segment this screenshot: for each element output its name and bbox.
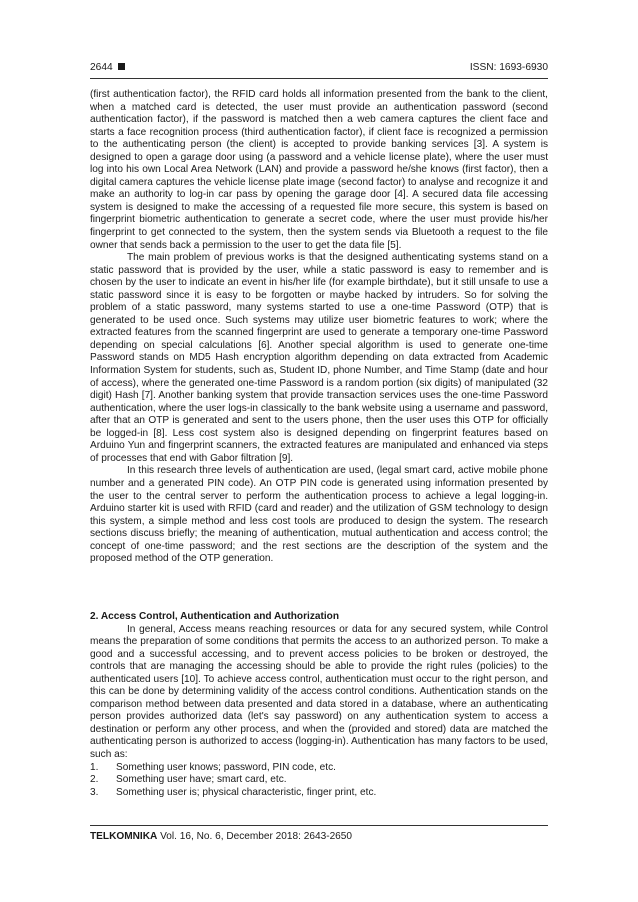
- section-paragraph: In general, Access means reaching resources or data for any secured system, while Control means the preparation of some conditions that permits the access to an authorized person. To make a good and a successful accessing, and to prevent access policies to be broken or destroyed, the controls that are managing the accessing should be able to provide the right rules (policies) to the authenticated users [10]. To achieve access control, authentication must occur to the right person, and this can be done by determining validity of the access control conditions. Authentication stands on the comparison method between data presented and data stored in a database, where an authenticating person provides authorized data (let's say password) on any authentication system to access a destination or perform any other process, and when the (provided and stored) data are matched the authenticating person is authorized to access (logging-in). Authentication has many factors to be used, such as:: [90, 623, 548, 761]
- header-rule: [90, 78, 548, 79]
- list-text: Something user is; physical characteristic, finger print, etc.: [116, 786, 377, 798]
- paragraph-2: The main problem of previous works is that the designed authenticating systems stand on a static password that is provided by the user, while a static password is easy to remember and is chosen by the user to indicate an event in his/her life (for example birthdate), but it still unsafe to use a static password since it is easy to be forgotten or maybe hacked by intruders. So for solving the problem of a static password, many systems started to use a one-time Password (OTP) that is generated to be used once. Such systems may utilize user biometric features to work; where the extracted features from the scanned fingerprint are used to generate a temporary one-time Password depending on special calculations [6]. Another special algorithm is used to generate one-time Password stands on MD5 Hash encryption algorithm depending on data extracted from Academic Information System for students, such as, Student ID, phone Number, and Time Stamp (date and hour of access), where the generated one-time Password is a random portion (six digits) of manipulated (32 digit) Hash [7]. Another banking system that provide transaction services uses the one-time Password authentication, where the user logs-in classically to the bank website using a username and password, after that an OTP is generated and sent to the users phone, then the user uses this OTP for officially be logged-in [8]. Less cost system also is designed depending on fingerprint features based on Arduino Yun and fingerprint scanners, the extracted features are manipulated and enhanced via steps of processes that end with Gabor filtration [9].: [90, 252, 548, 464]
- list-item: [90, 762, 548, 775]
- running-header: [90, 59, 548, 75]
- footer-rule: [90, 825, 548, 826]
- section-2: [90, 611, 548, 799]
- section-heading: 2. Access Control, Authentication and Authorization: [90, 611, 339, 622]
- citation: Vol. 16, No. 6, December 2018: 2643-2650: [160, 831, 353, 842]
- paragraph-3: In this research three levels of authentication are used, (legal smart card, active mobile phone number and a generated PIN code). An OTP PIN code is generated using information presented by the user to the central server to perform the authentication process to achieve a legal logging-in. Arduino starter kit is used with RFID (card and reader) and the utilization of GSM technology to design this system, a simple method and less cost tools are produced to design the system. The research sections discuss briefly; the meaning of authentication, mutual authentication and access control; the concept of one-time password; and the rest sections are the description of the system and the proposed method of the OTP generation.: [90, 465, 548, 565]
- factor-list: [90, 762, 548, 800]
- issn-label: ISSN: 1693-6930: [469, 62, 548, 73]
- list-item: [90, 787, 548, 800]
- list-number: 1.: [90, 761, 99, 773]
- page-number: 2644: [90, 61, 125, 74]
- black-square-icon: [118, 63, 125, 70]
- list-text: Something user have; smart card, etc.: [116, 774, 287, 786]
- journal-name: TELKOMNIKA: [90, 831, 158, 842]
- list-item: [90, 774, 548, 787]
- running-footer: [90, 830, 548, 843]
- list-number: 2.: [90, 774, 99, 786]
- body-text: [90, 89, 548, 566]
- list-text: Something user knows; password, PIN code, etc.: [116, 761, 336, 773]
- paragraph-1: (first authentication factor), the RFID card holds all information presented from the bank to the client, when a matched card is detected, the user must provide an authentication password (second authentication factor), if the password is matched then a web camera captures the client face and starts a face recognition process (third authentication factor), if client face is recognized a permission to the authenticating person (the client) is accepted to provide banking services [3]. A system is designed to open a garage door using (a password and a vehicle license plate), where the user must log into his own Local Area Network (LAN) and provide a password he/she knows (first factor), then a digital camera captures the vehicle license plate image (second factor) to analyse and recognize it and make an authority to log-in car pass by opening the garage door [4]. A secured data file accessing system is designed to make the accessing of a requested file more secure, this system is based on fingerprint biometric authentication to generate a secret code, where the user must provide his/her fingerprint to get connected to the system, then the system sends via Bluetooth a request to the file owner that sends back a permission to the user to get the data file [5].: [90, 89, 548, 251]
- list-number: 3.: [90, 786, 99, 798]
